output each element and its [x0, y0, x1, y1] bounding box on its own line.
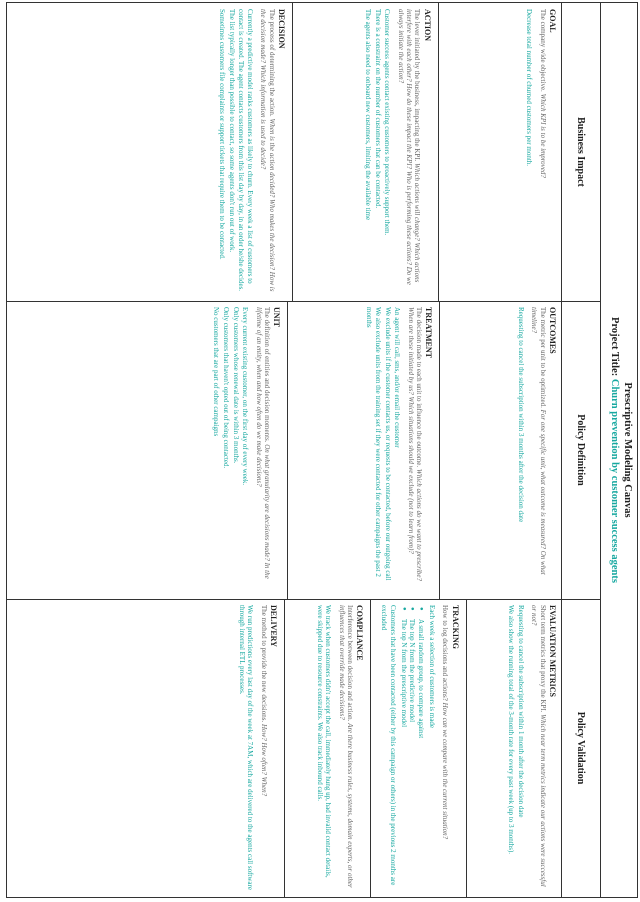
- section-tracking: [379, 605, 459, 891]
- column-policy-definition: [7, 301, 561, 599]
- section-delivery: [237, 605, 278, 891]
- section-goal: [525, 9, 557, 295]
- section-answer: We run predictions every last day of the week at 7AM, which are delivered to the agents call software through internal ETL processes.: [237, 605, 255, 890]
- canvas-title: Prescriptive Modeling Canvas: [622, 382, 633, 518]
- section-divider: [438, 3, 439, 301]
- column-business-impact: [7, 3, 561, 301]
- section-answer: Requesting to cancel the subscription within 1 month after the decision date We also show the running total of the 3-month rate for every past week (up to 3 months).: [507, 605, 526, 855]
- column-heading-policy-definition: Policy Definition: [561, 301, 601, 599]
- section-divider: [370, 599, 371, 897]
- list-item: ● The top N from the prescriptive model: [399, 619, 408, 891]
- section-outcomes: [516, 307, 557, 593]
- column-heading-policy-validation: Policy Validation: [561, 599, 601, 897]
- section-divider: [284, 599, 285, 897]
- section-question: Interference between decision and action. Are there business rules, systems, domain experts, or other influences that override made decisions?: [337, 605, 355, 888]
- section-treatment: [364, 307, 433, 593]
- section-decision: [217, 9, 286, 295]
- canvas-header: [603, 3, 637, 897]
- section-title: EVALUATION METRICS: [548, 605, 557, 697]
- section-title: TREATMENT: [424, 307, 434, 358]
- project-title-prefix: Project Title:: [609, 317, 620, 379]
- section-question: Short term metrics that proxy the KPI. Which near term metrics indicate our actions were successful or not?: [530, 605, 547, 887]
- tracking-groups-list: [399, 619, 425, 891]
- section-divider: [287, 301, 288, 599]
- section-divider: [466, 599, 467, 897]
- section-question: The company wide objective. Which KPI is to be improved?: [538, 9, 547, 178]
- section-title: DECISION: [277, 9, 287, 49]
- section-unit: [211, 307, 281, 593]
- section-answer: Requesting to cancel the subscription within 3 months after the decision date: [517, 307, 526, 523]
- column-policy-validation: [7, 599, 561, 897]
- section-title: GOAL: [548, 9, 557, 33]
- project-title: Churn prevention by customer success agents: [609, 378, 620, 583]
- section-question: The process of determining the action. When is the action decided? Who makes the decision? How is the decision made? Which information is used to decide?: [259, 9, 276, 292]
- section-title: COMPLIANCE: [355, 605, 365, 661]
- list-item: ● A small random group, to compare against: [416, 619, 425, 891]
- section-question: The decision made to each unit to influence the outcome. Which actions do we want to prescribe? When are these initiated by us? Which situations should we exclude (not to learn from)?: [406, 307, 424, 582]
- section-evaluation-metrics: [507, 605, 557, 891]
- section-question: The lever initiated by the business, impacting the KPI. Which actions will change? Which actions interfere with each other? How do these impact the KPI? Who is performing these actions? Do we always initiate the action?: [396, 9, 422, 285]
- column-heading-business-impact: Business Impact: [561, 3, 601, 301]
- section-action: [363, 9, 432, 295]
- section-answer: We track when customers didn't accept the call, immediately hung up, had invalid contact details, were skipped due to resource constraints. We also track inbound calls.: [315, 605, 333, 878]
- section-title: DELIVERY: [268, 605, 278, 647]
- section-title: ACTION: [422, 9, 432, 42]
- project-title-line: [609, 3, 620, 897]
- section-title: OUTCOMES: [548, 307, 557, 354]
- section-question: The definition of entities and decision moments. On what granularity are decisions made? In the lifetime of an entity, when and how often do we make decisions?: [254, 307, 272, 579]
- section-divider: [439, 301, 440, 599]
- section-compliance: [315, 605, 364, 891]
- section-answer: Each week a selection of customers is made ● A small random group, to compare against ● The top N from the predictive model ● The top N from the prescriptive model Customers that have been contacted (either by this campaign or others) in the previous 2 months are excluded: [379, 605, 436, 891]
- section-question: The method to provide the new decisions. How? How often? When?: [259, 605, 268, 797]
- section-question: How to log decisions and actions? How can we compare with the current situation?: [441, 605, 450, 840]
- section-question: The metric per unit to be optimized. For one specific unit, what outcome is measured? On what timeline?: [530, 307, 547, 575]
- section-title: TRACKING: [450, 605, 460, 650]
- section-answer: Decrease total number of churned customers per month.: [525, 9, 534, 167]
- section-answer: Every current existing customer, on the first day of every week. Only customers whose renewal date is within 3 months. Only customers that haven't opted out of being contacted. No customers that are part of other campaigns: [212, 307, 250, 486]
- section-answer: Currently a predictive model ranks customers as likely to churn. Every week a list of customers to contact is created. The agent contacts customers from this list day by day, in an order he/she decides. The list typically longer than possible to contact, so some agents don't run out of work. Sometimes customers file complaints or support tickets that require them to be contacted.: [217, 9, 255, 292]
- canvas-frame: [6, 2, 638, 898]
- section-title: UNIT: [272, 307, 282, 328]
- section-divider: [292, 3, 293, 301]
- list-item: ● The top N from the predictive model: [408, 619, 417, 891]
- section-answer: An agent will call, sms, and/or email the customer We exclude units if the customer contacts us, or requests to be contacted, before our outgoing call We also exclude units from the training set if they were contacted for other campaigns the past 2 months: [365, 307, 402, 581]
- section-answer: Customer success agents contact existing customers to proactively support them. There is a constraint on the number of customers that can be contacted. The agents also need to onboard new customers, limiting the available time: [363, 9, 392, 236]
